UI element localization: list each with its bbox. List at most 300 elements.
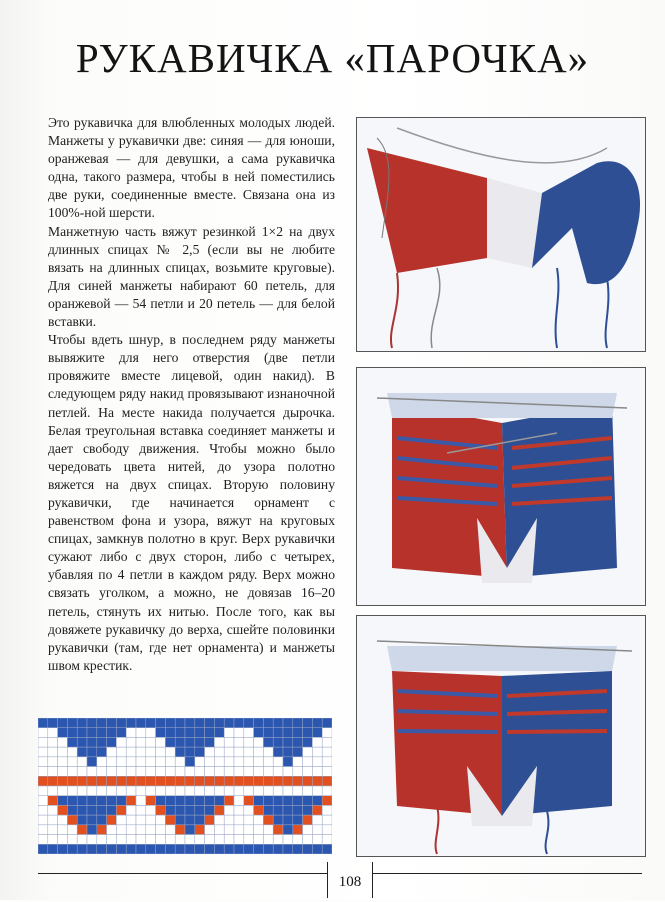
chart-cell bbox=[67, 786, 77, 796]
chart-cell bbox=[254, 757, 264, 767]
chart-cell bbox=[136, 757, 146, 767]
chart-cell bbox=[244, 786, 254, 796]
chart-cell bbox=[234, 767, 244, 777]
chart-cell bbox=[58, 835, 68, 845]
chart-cell bbox=[224, 815, 234, 825]
chart-cell bbox=[77, 786, 87, 796]
chart-cell bbox=[58, 757, 68, 767]
chart-cell bbox=[87, 835, 97, 845]
chart-cell bbox=[107, 747, 117, 757]
chart-cell bbox=[156, 825, 166, 835]
chart-cell bbox=[156, 835, 166, 845]
chart-cell bbox=[273, 796, 283, 806]
chart-cell bbox=[293, 728, 303, 738]
chart-cell bbox=[263, 747, 273, 757]
chart-cell bbox=[136, 825, 146, 835]
chart-cell bbox=[116, 718, 126, 728]
chart-cell bbox=[205, 825, 215, 835]
chart-cell bbox=[87, 844, 97, 854]
chart-cell bbox=[254, 825, 264, 835]
chart-cell bbox=[48, 796, 58, 806]
chart-cell bbox=[312, 757, 322, 767]
chart-cell bbox=[67, 815, 77, 825]
chart-cell bbox=[234, 728, 244, 738]
chart-cell bbox=[293, 835, 303, 845]
chart-cell bbox=[283, 786, 293, 796]
chart-cell bbox=[97, 835, 107, 845]
chart-cell bbox=[283, 767, 293, 777]
chart-cell bbox=[303, 835, 313, 845]
chart-cell bbox=[87, 825, 97, 835]
chart-cell bbox=[303, 737, 313, 747]
chart-cell bbox=[67, 767, 77, 777]
knitted-cuffs-illustration bbox=[357, 118, 645, 351]
chart-cell bbox=[116, 825, 126, 835]
chart-cell bbox=[116, 747, 126, 757]
chart-cell bbox=[205, 747, 215, 757]
chart-cell bbox=[58, 786, 68, 796]
chart-cell bbox=[48, 728, 58, 738]
chart-cell bbox=[165, 796, 175, 806]
chart-cell bbox=[146, 835, 156, 845]
chart-cell bbox=[77, 737, 87, 747]
chart-cell bbox=[205, 835, 215, 845]
chart-cell bbox=[38, 844, 48, 854]
chart-cell bbox=[107, 737, 117, 747]
chart-cell bbox=[322, 815, 332, 825]
chart-cell bbox=[87, 786, 97, 796]
chart-cell bbox=[273, 776, 283, 786]
chart-cell bbox=[224, 718, 234, 728]
chart-cell bbox=[38, 796, 48, 806]
chart-cell bbox=[234, 815, 244, 825]
chart-cell bbox=[195, 737, 205, 747]
chart-cell bbox=[48, 737, 58, 747]
chart-cell bbox=[175, 805, 185, 815]
chart-cell bbox=[175, 844, 185, 854]
chart-cell bbox=[126, 844, 136, 854]
chart-cell bbox=[214, 825, 224, 835]
chart-cell bbox=[48, 767, 58, 777]
chart-cell bbox=[214, 844, 224, 854]
chart-cell bbox=[87, 776, 97, 786]
chart-cell bbox=[126, 825, 136, 835]
chart-cell bbox=[263, 835, 273, 845]
chart-cell bbox=[77, 747, 87, 757]
chart-cell bbox=[224, 844, 234, 854]
chart-cell bbox=[185, 805, 195, 815]
chart-cell bbox=[165, 747, 175, 757]
chart-cell bbox=[263, 776, 273, 786]
chart-cell bbox=[254, 815, 264, 825]
chart-cell bbox=[107, 757, 117, 767]
paragraph-instructions: Чтобы вдеть шнур, в последнем ряду манжеты вывяжите для него отверстия (две петли провяжите вместе лицевой, один накид). В следующем ряду накид провязывают изнаночной петлей. На месте накида получается дырочка. Белая треугольная вставка соединяет манжеты и дает свободу движения. Чтобы можно было чередовать цвета нитей, до узора полотно вяжется на двух спицах. Вторую половину рукавички, где начинается орнамент с равенством фона и узора, вяжут на круговых спицах, замкнув полотно в круг. Верх рукавички сужают либо с двух сторон, либо с четырех, убавляя по 4 петли в каждом ряду. Верх можно связать уголком, а можно, не довязав 16–20 петель, стянуть их нитью. После того, как вы довяжете рукавичку до верха, сшейте половинки рукавички (там, где нет орнамента) и манжеты швом крестик. bbox=[48, 332, 335, 673]
chart-cell bbox=[146, 718, 156, 728]
chart-cell bbox=[107, 815, 117, 825]
chart-cell bbox=[254, 835, 264, 845]
chart-cell bbox=[116, 757, 126, 767]
chart-cell bbox=[263, 757, 273, 767]
chart-cell bbox=[312, 844, 322, 854]
chart-cell bbox=[263, 815, 273, 825]
chart-cell bbox=[273, 718, 283, 728]
chart-cell bbox=[283, 718, 293, 728]
chart-cell bbox=[58, 815, 68, 825]
chart-cell bbox=[146, 776, 156, 786]
chart-cell bbox=[293, 786, 303, 796]
chart-cell bbox=[156, 718, 166, 728]
chart-cell bbox=[126, 718, 136, 728]
pattern-grid bbox=[38, 718, 332, 854]
chart-cell bbox=[224, 825, 234, 835]
chart-cell bbox=[77, 805, 87, 815]
chart-cell bbox=[77, 825, 87, 835]
chart-cell bbox=[263, 786, 273, 796]
chart-cell bbox=[322, 757, 332, 767]
chart-cell bbox=[146, 767, 156, 777]
chart-cell bbox=[195, 718, 205, 728]
chart-cell bbox=[136, 737, 146, 747]
chart-cell bbox=[156, 796, 166, 806]
chart-cell bbox=[136, 844, 146, 854]
chart-cell bbox=[77, 835, 87, 845]
chart-cell bbox=[263, 796, 273, 806]
chart-cell bbox=[116, 737, 126, 747]
chart-cell bbox=[97, 825, 107, 835]
chart-cell bbox=[156, 815, 166, 825]
chart-cell bbox=[136, 776, 146, 786]
chart-cell bbox=[38, 728, 48, 738]
photo-cuffs-on-needles bbox=[356, 117, 646, 352]
chart-cell bbox=[126, 747, 136, 757]
chart-cell bbox=[293, 796, 303, 806]
chart-cell bbox=[116, 815, 126, 825]
chart-cell bbox=[136, 805, 146, 815]
chart-cell bbox=[156, 805, 166, 815]
chart-cell bbox=[165, 815, 175, 825]
chart-cell bbox=[58, 728, 68, 738]
chart-cell bbox=[234, 825, 244, 835]
chart-cell bbox=[303, 815, 313, 825]
chart-cell bbox=[48, 776, 58, 786]
chart-cell bbox=[146, 728, 156, 738]
chart-cell bbox=[283, 815, 293, 825]
chart-cell bbox=[58, 718, 68, 728]
chart-cell bbox=[293, 776, 303, 786]
chart-cell bbox=[77, 757, 87, 767]
chart-cell bbox=[205, 805, 215, 815]
chart-cell bbox=[224, 757, 234, 767]
knitting-pattern-chart bbox=[38, 718, 332, 854]
chart-cell bbox=[224, 767, 234, 777]
chart-cell bbox=[283, 844, 293, 854]
chart-cell bbox=[38, 757, 48, 767]
chart-cell bbox=[224, 805, 234, 815]
chart-cell bbox=[136, 815, 146, 825]
chart-cell bbox=[67, 728, 77, 738]
chart-cell bbox=[244, 767, 254, 777]
chart-cell bbox=[126, 815, 136, 825]
chart-cell bbox=[165, 786, 175, 796]
chart-cell bbox=[195, 805, 205, 815]
chart-cell bbox=[283, 776, 293, 786]
chart-cell bbox=[97, 718, 107, 728]
chart-cell bbox=[303, 757, 313, 767]
chart-cell bbox=[185, 815, 195, 825]
chart-cell bbox=[234, 805, 244, 815]
chart-cell bbox=[58, 825, 68, 835]
chart-cell bbox=[244, 718, 254, 728]
chart-cell bbox=[175, 835, 185, 845]
chart-cell bbox=[48, 815, 58, 825]
chart-cell bbox=[175, 767, 185, 777]
chart-cell bbox=[312, 805, 322, 815]
chart-cell bbox=[293, 737, 303, 747]
chart-cell bbox=[254, 844, 264, 854]
chart-cell bbox=[283, 835, 293, 845]
chart-cell bbox=[126, 757, 136, 767]
chart-cell bbox=[293, 767, 303, 777]
chart-cell bbox=[263, 825, 273, 835]
chart-cell bbox=[97, 815, 107, 825]
chart-cell bbox=[283, 796, 293, 806]
chart-cell bbox=[205, 767, 215, 777]
chart-cell bbox=[175, 718, 185, 728]
chart-cell bbox=[97, 776, 107, 786]
chart-cell bbox=[293, 815, 303, 825]
chart-cell bbox=[175, 796, 185, 806]
chart-cell bbox=[107, 844, 117, 854]
chart-cell bbox=[156, 747, 166, 757]
chart-cell bbox=[97, 747, 107, 757]
chart-cell bbox=[322, 805, 332, 815]
chart-cell bbox=[87, 747, 97, 757]
page-number: 108 bbox=[327, 862, 373, 898]
chart-cell bbox=[87, 757, 97, 767]
chart-cell bbox=[195, 796, 205, 806]
chart-cell bbox=[185, 767, 195, 777]
chart-cell bbox=[165, 728, 175, 738]
chart-cell bbox=[283, 737, 293, 747]
chart-cell bbox=[254, 786, 264, 796]
chart-cell bbox=[175, 786, 185, 796]
chart-cell bbox=[185, 796, 195, 806]
chart-cell bbox=[185, 844, 195, 854]
chart-cell bbox=[185, 786, 195, 796]
chart-cell bbox=[87, 728, 97, 738]
chart-cell bbox=[165, 757, 175, 767]
chart-cell bbox=[234, 786, 244, 796]
chart-cell bbox=[136, 747, 146, 757]
chart-cell bbox=[205, 844, 215, 854]
chart-cell bbox=[195, 767, 205, 777]
chart-cell bbox=[293, 757, 303, 767]
chart-cell bbox=[195, 825, 205, 835]
chart-cell bbox=[312, 767, 322, 777]
chart-cell bbox=[273, 835, 283, 845]
chart-cell bbox=[205, 796, 215, 806]
chart-cell bbox=[175, 825, 185, 835]
chart-cell bbox=[263, 805, 273, 815]
chart-cell bbox=[224, 796, 234, 806]
chart-cell bbox=[303, 776, 313, 786]
chart-cell bbox=[107, 767, 117, 777]
chart-cell bbox=[263, 767, 273, 777]
chart-cell bbox=[283, 728, 293, 738]
chart-cell bbox=[185, 728, 195, 738]
chart-cell bbox=[156, 757, 166, 767]
chart-cell bbox=[195, 835, 205, 845]
chart-cell bbox=[165, 718, 175, 728]
chart-cell bbox=[126, 737, 136, 747]
chart-cell bbox=[293, 844, 303, 854]
chart-cell bbox=[48, 825, 58, 835]
chart-cell bbox=[263, 844, 273, 854]
chart-cell bbox=[136, 835, 146, 845]
chart-cell bbox=[67, 825, 77, 835]
chart-cell bbox=[214, 786, 224, 796]
chart-cell bbox=[224, 737, 234, 747]
chart-cell bbox=[38, 737, 48, 747]
chart-cell bbox=[48, 835, 58, 845]
chart-cell bbox=[214, 718, 224, 728]
chart-cell bbox=[156, 844, 166, 854]
chart-cell bbox=[146, 805, 156, 815]
chart-cell bbox=[48, 757, 58, 767]
chart-cell bbox=[293, 718, 303, 728]
chart-cell bbox=[273, 757, 283, 767]
chart-cell bbox=[116, 835, 126, 845]
chart-cell bbox=[283, 757, 293, 767]
chart-cell bbox=[165, 835, 175, 845]
chart-cell bbox=[322, 796, 332, 806]
chart-cell bbox=[322, 844, 332, 854]
chart-cell bbox=[273, 844, 283, 854]
chart-cell bbox=[77, 767, 87, 777]
chart-cell bbox=[97, 805, 107, 815]
chart-cell bbox=[312, 737, 322, 747]
chart-cell bbox=[322, 825, 332, 835]
chart-cell bbox=[38, 805, 48, 815]
chart-cell bbox=[244, 825, 254, 835]
chart-cell bbox=[224, 747, 234, 757]
chart-cell bbox=[244, 747, 254, 757]
chart-cell bbox=[67, 844, 77, 854]
chart-cell bbox=[126, 767, 136, 777]
chart-cell bbox=[146, 796, 156, 806]
chart-cell bbox=[146, 786, 156, 796]
chart-cell bbox=[312, 728, 322, 738]
chart-cell bbox=[156, 786, 166, 796]
chart-cell bbox=[107, 718, 117, 728]
chart-cell bbox=[303, 805, 313, 815]
chart-cell bbox=[303, 718, 313, 728]
chart-cell bbox=[38, 747, 48, 757]
chart-cell bbox=[303, 844, 313, 854]
chart-cell bbox=[67, 747, 77, 757]
chart-cell bbox=[136, 718, 146, 728]
chart-cell bbox=[97, 796, 107, 806]
chart-cell bbox=[254, 796, 264, 806]
chart-cell bbox=[312, 776, 322, 786]
chart-cell bbox=[38, 815, 48, 825]
chart-cell bbox=[146, 844, 156, 854]
chart-cell bbox=[185, 776, 195, 786]
chart-cell bbox=[195, 844, 205, 854]
chart-cell bbox=[185, 825, 195, 835]
chart-cell bbox=[116, 796, 126, 806]
chart-cell bbox=[175, 757, 185, 767]
chart-cell bbox=[195, 786, 205, 796]
chart-cell bbox=[214, 815, 224, 825]
chart-cell bbox=[185, 737, 195, 747]
chart-cell bbox=[77, 796, 87, 806]
chart-cell bbox=[322, 786, 332, 796]
chart-cell bbox=[273, 805, 283, 815]
chart-cell bbox=[214, 767, 224, 777]
chart-cell bbox=[303, 767, 313, 777]
chart-cell bbox=[214, 796, 224, 806]
chart-cell bbox=[67, 796, 77, 806]
chart-cell bbox=[116, 728, 126, 738]
chart-cell bbox=[185, 747, 195, 757]
chart-cell bbox=[77, 776, 87, 786]
chart-cell bbox=[107, 786, 117, 796]
chart-cell bbox=[126, 786, 136, 796]
photo-mitten-progress bbox=[356, 367, 646, 606]
chart-cell bbox=[67, 718, 77, 728]
chart-cell bbox=[244, 815, 254, 825]
chart-cell bbox=[322, 776, 332, 786]
chart-cell bbox=[205, 815, 215, 825]
mitten-progress-illustration bbox=[357, 368, 645, 605]
chart-cell bbox=[146, 747, 156, 757]
chart-cell bbox=[58, 776, 68, 786]
chart-cell bbox=[156, 776, 166, 786]
chart-cell bbox=[107, 776, 117, 786]
chart-cell bbox=[165, 805, 175, 815]
chart-cell bbox=[283, 747, 293, 757]
chart-cell bbox=[303, 786, 313, 796]
chart-cell bbox=[97, 728, 107, 738]
chart-cell bbox=[156, 728, 166, 738]
chart-cell bbox=[97, 844, 107, 854]
chart-cell bbox=[234, 844, 244, 854]
chart-cell bbox=[214, 757, 224, 767]
chart-cell bbox=[322, 747, 332, 757]
chart-cell bbox=[77, 844, 87, 854]
chart-cell bbox=[67, 776, 77, 786]
chart-cell bbox=[205, 737, 215, 747]
chart-cell bbox=[322, 737, 332, 747]
chart-cell bbox=[185, 835, 195, 845]
chart-cell bbox=[303, 796, 313, 806]
chart-cell bbox=[244, 728, 254, 738]
chart-cell bbox=[273, 825, 283, 835]
chart-cell bbox=[303, 747, 313, 757]
chart-cell bbox=[175, 737, 185, 747]
chart-cell bbox=[67, 835, 77, 845]
chart-cell bbox=[175, 728, 185, 738]
chart-cell bbox=[116, 767, 126, 777]
chart-cell bbox=[224, 835, 234, 845]
chart-cell bbox=[136, 767, 146, 777]
chart-cell bbox=[234, 776, 244, 786]
chart-cell bbox=[146, 757, 156, 767]
chart-cell bbox=[254, 718, 264, 728]
chart-cell bbox=[195, 728, 205, 738]
chart-cell bbox=[38, 718, 48, 728]
